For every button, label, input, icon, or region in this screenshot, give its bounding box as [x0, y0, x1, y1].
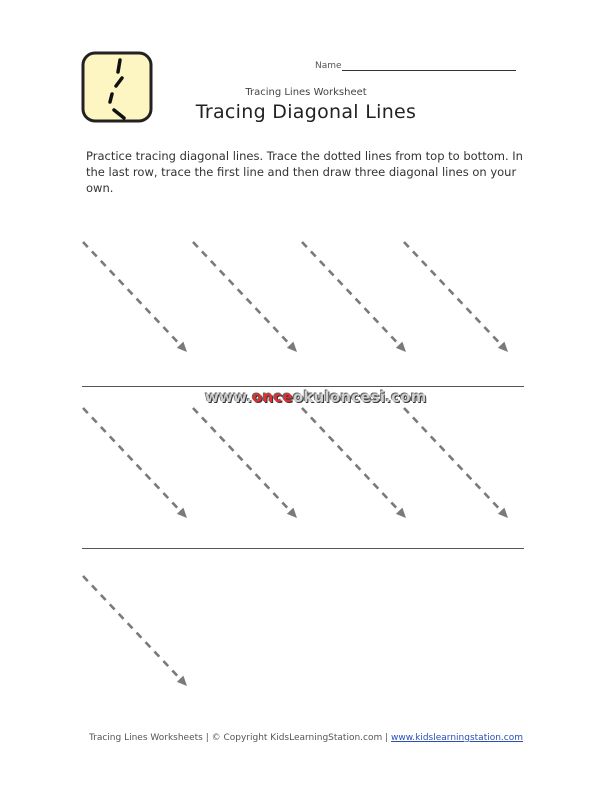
dotted-diagonal-line: [302, 242, 406, 352]
watermark-prefix: www.: [205, 388, 253, 406]
instructions-text: Practice tracing diagonal lines. Trace the dotted lines from top to bottom. In the last row, trace the first line and then draw three diagonal lines on your own.: [86, 149, 523, 195]
watermark-accent: once: [252, 388, 293, 406]
arrowhead-icon: [498, 508, 508, 518]
dotted-diagonal-line: [83, 242, 187, 352]
arrowhead-icon: [177, 342, 187, 352]
watermark-suffix: okuloncesi.com: [292, 388, 427, 406]
arrowhead-icon: [498, 342, 508, 352]
footer: [0, 733, 612, 743]
dashed-stroke: [302, 408, 401, 513]
dotted-diagonal-line: [83, 408, 187, 518]
arrowhead-icon: [396, 508, 406, 518]
worksheet-subtitle: Tracing Lines Worksheet: [245, 87, 367, 98]
page-title: Tracing Diagonal Lines: [195, 101, 417, 123]
dotted-diagonal-line: [83, 576, 187, 686]
footer-link[interactable]: www.kidslearningstation.com: [391, 733, 524, 743]
dotted-diagonal-line: [193, 242, 297, 352]
dotted-diagonal-line: [193, 408, 297, 518]
name-label: Name: [315, 61, 342, 71]
dotted-diagonal-line: [404, 408, 508, 518]
arrowhead-icon: [396, 342, 406, 352]
dashed-stroke: [193, 242, 292, 347]
dashed-stroke: [83, 408, 182, 513]
arrowhead-icon: [287, 508, 297, 518]
dashed-stroke: [404, 242, 503, 347]
arrowhead-icon: [177, 508, 187, 518]
dashed-stroke: [83, 242, 182, 347]
row-divider-1: [82, 386, 524, 387]
dashed-stroke: [404, 408, 503, 513]
dashed-stroke: [83, 576, 182, 681]
arrowhead-icon: [177, 676, 187, 686]
footer-text: Tracing Lines Worksheets | © Copyright KidsLearningStation.com |: [88, 733, 392, 743]
dotted-diagonal-line: [404, 242, 508, 352]
dashed-stroke: [302, 242, 401, 347]
row-divider-2: [82, 548, 524, 549]
arrowhead-icon: [287, 342, 297, 352]
dotted-diagonal-line: [302, 408, 406, 518]
dashed-stroke: [193, 408, 292, 513]
watermark: [205, 388, 427, 406]
